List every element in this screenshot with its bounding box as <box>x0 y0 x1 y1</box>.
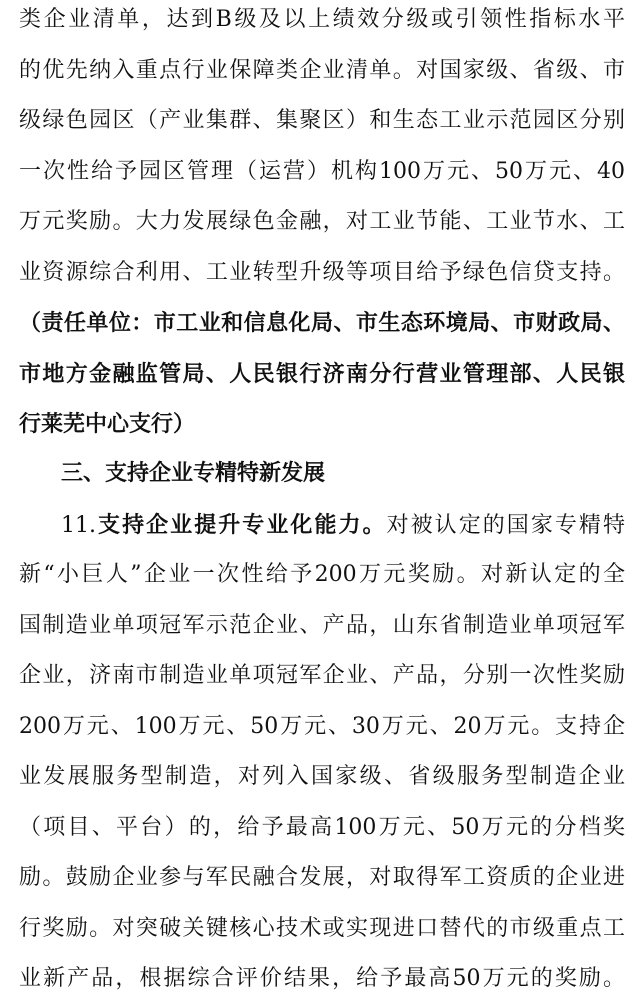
text-line: 万元奖励。大力发展绿色金融，对工业节能、工业节水、工 <box>19 209 625 234</box>
responsibility-line: 行莱芜中心支行） <box>19 411 196 437</box>
text-line: 一次性给予园区管理（运营）机构100万元、50万元、40 <box>19 159 625 184</box>
item-11-text: 对被认定的国家专精特 <box>386 513 625 538</box>
text-line: 新“小巨人”企业一次性给予200万元奖励。对新认定的全 <box>19 562 625 587</box>
item-11-first-line <box>61 507 625 543</box>
text-line: 200万元、100万元、50万元、30万元、20万元。支持企 <box>19 714 625 739</box>
text-line: 行奖励。对突破关键核心技术或实现进口替代的市级重点工 <box>19 916 625 941</box>
text-line: 的优先纳入重点行业保障类企业清单。对国家级、省级、市 <box>19 58 625 83</box>
text-line: 业资源综合利用、工业转型升级等项目给予绿色信贷支持。 <box>19 260 625 285</box>
responsibility-line: 市地方金融监管局、人民银行济南分行营业管理部、人民银 <box>19 361 625 387</box>
text-line: 类企业清单，达到B级及以上绩效分级或引领性指标水平 <box>19 7 625 32</box>
text-line: 业发展服务型制造，对列入国家级、省级服务型制造企业 <box>19 764 625 789</box>
text-line: 励。鼓励企业参与军民融合发展，对取得军工资质的企业进 <box>19 865 625 890</box>
text-line: 业新产品，根据综合评价结果，给予最高50万元的奖励。 <box>19 966 625 991</box>
text-line: 级绿色园区（产业集群、集聚区）和生态工业示范园区分别 <box>19 108 625 133</box>
item-11-number: 11. <box>61 513 96 538</box>
item-11-title: 支持企业提升专业化能力。 <box>96 512 387 538</box>
text-line: 企业，济南市制造业单项冠军企业、产品，分别一次性奖励 <box>19 663 625 688</box>
section-heading: 三、支持企业专精特新发展 <box>61 461 326 486</box>
text-line: 国制造业单项冠军示范企业、产品，山东省制造业单项冠军 <box>19 613 625 638</box>
text-line: （项目、平台）的，给予最高100万元、50万元的分档奖 <box>19 815 625 840</box>
responsibility-line: （责任单位：市工业和信息化局、市生态环境局、市财政局、 <box>19 310 625 336</box>
